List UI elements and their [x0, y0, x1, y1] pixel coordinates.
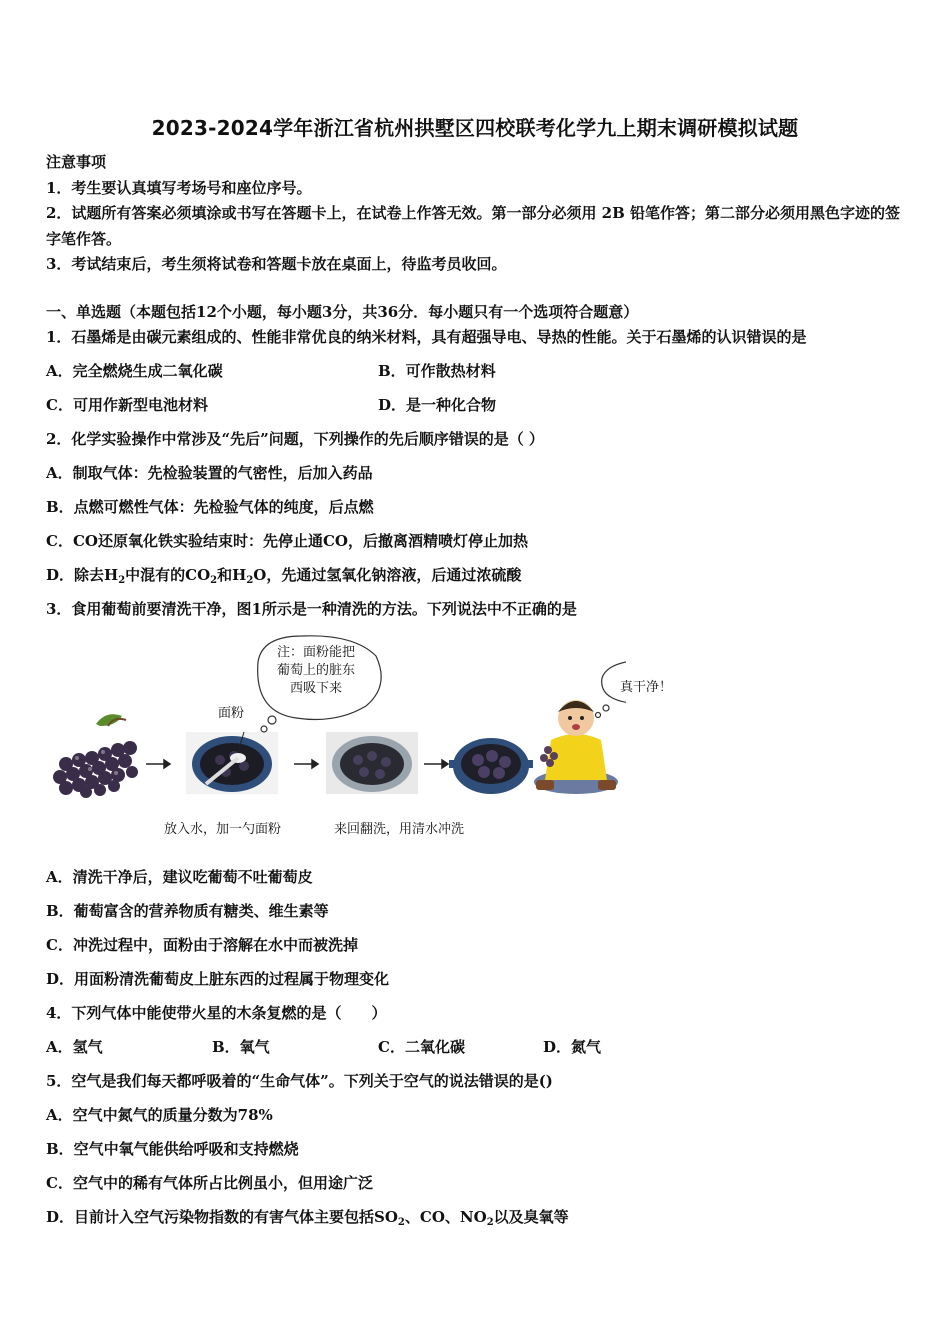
arrow-icon	[424, 760, 448, 768]
q1-option-b: B．可作散热材料	[378, 362, 496, 380]
q4-option-a: A．氢气	[46, 1038, 103, 1056]
figure-caption-1: 放入水，加一勺面粉	[164, 822, 282, 837]
q5-option-a: A．空气中氮气的质量分数为78%	[46, 1106, 273, 1124]
q2-option-d: D．除去$H_2$中混有的$CO_2$和$H_2O$，先通过氢氧化钠溶液，后通过浓硫酸	[46, 566, 522, 586]
grape-bunch-image	[53, 714, 138, 798]
page-title: 2023-2024学年浙江省杭州拱墅区四校联考化学九上期末调研模拟试题	[151, 116, 799, 140]
q3-option-d: D．用面粉清洗葡萄皮上脏东西的过程属于物理变化	[46, 970, 390, 988]
notice-heading: 注意事项	[46, 153, 107, 171]
notice-item-3: 3．考试结束后，考生须将试卷和答题卡放在桌面上，待监考员收回。	[46, 255, 507, 273]
q1-stem: 1．石墨烯是由碳元素组成的、性能非常优良的纳米材料，具有超强导电、导热的性能。关于石墨烯的认识错误的是	[46, 328, 807, 346]
q4-option-b: B．氧气	[212, 1038, 270, 1056]
q2-stem: 2．化学实验操作中常涉及“先后”问题，下列操作的先后顺序错误的是（ ）	[46, 430, 544, 448]
q2-option-c: C．CO还原氧化铁实验结束时：先停止通CO，后撤离酒精喷灯停止加热	[46, 532, 528, 550]
q3-option-c: C．冲洗过程中，面粉由于溶解在水中而被洗掉	[46, 936, 358, 954]
q3-option-a: A．清洗干净后，建议吃葡萄不吐葡萄皮	[46, 868, 313, 886]
arrow-icon	[294, 760, 318, 768]
exclaim-bubble-text: 真干净！	[620, 680, 673, 695]
q2-option-b: B．点燃可燃性气体：先检验气体的纯度，后点燃	[46, 498, 374, 516]
child-image	[534, 700, 618, 794]
q5-option-c: C．空气中的稀有气体所占比例虽小，但用途广泛	[46, 1174, 373, 1192]
q3-stem: 3．食用葡萄前要清洗干净，图1所示是一种清洗的方法。下列说法中不正确的是	[46, 600, 577, 618]
q3-option-b: B．葡萄富含的营养物质有糖类、维生素等	[46, 902, 329, 920]
flour-label: 面粉	[218, 706, 245, 721]
notice-item-2: 2．试题所有答案必须填涂或书写在答题卡上，在试卷上作答无效。第一部分必须用 2B 铅笔作答；第二部分必须用黑色字迹的签字笔作答。	[46, 204, 901, 248]
q1-option-a: A．完全燃烧生成二氧化碳	[46, 362, 223, 380]
q4-option-c: C．二氧化碳	[378, 1038, 465, 1056]
q5-option-d: D．目前计入空气污染物指数的有害气体主要包括$SO_2$、CO、$NO_2$以及臭氧等	[46, 1208, 569, 1228]
q4-option-d: D．氮气	[543, 1038, 602, 1056]
arrow-icon	[146, 760, 170, 768]
note-bubble-text: 注：面粉能把 葡萄上的脏东 西吸下来	[276, 645, 355, 696]
pot-rinsing-image	[326, 732, 418, 794]
pot-with-flour-image	[186, 732, 278, 794]
q2-option-a: A．制取气体：先检验装置的气密性，后加入药品	[46, 464, 373, 482]
q5-option-b: B．空气中氧气能供给呼吸和支持燃烧	[46, 1140, 299, 1158]
q1-option-c: C．可用作新型电池材料	[46, 396, 208, 414]
q1-option-d: D．是一种化合物	[378, 396, 497, 414]
notice-item-1: 1．考生要认真填写考场号和座位序号。	[46, 179, 312, 197]
pot-clean-grapes-image	[449, 738, 533, 794]
q4-stem: 4．下列气体中能使带火星的木条复燃的是（ ）	[46, 1004, 387, 1022]
grape-washing-figure	[46, 632, 673, 842]
q5-stem: 5．空气是我们每天都呼吸着的“生命气体”。下列关于空气的说法错误的是()	[46, 1072, 553, 1090]
section-heading: 一、单选题（本题包括12个小题，每小题3分，共36分．每小题只有一个选项符合题意）	[46, 303, 639, 321]
figure-caption-2: 来回翻洗，用清水冲洗	[334, 822, 465, 837]
